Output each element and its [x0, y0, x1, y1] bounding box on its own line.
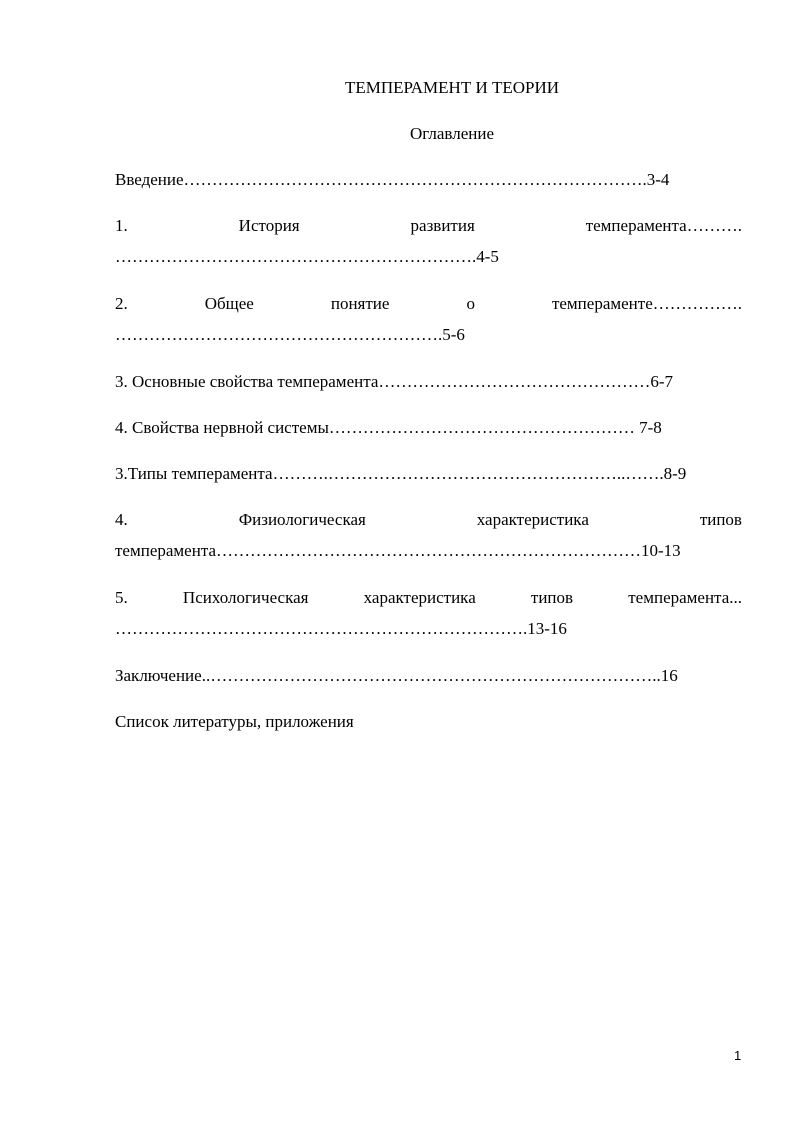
toc-entry-psychological: [115, 582, 742, 644]
toc-entry-continuation: ………………………………………………….5-6: [115, 325, 465, 344]
toc-word: темперамента……….: [585, 216, 742, 235]
toc-word: 4.: [115, 510, 128, 529]
toc-entry-history: [115, 210, 742, 272]
toc-entry-text: Заключение..……………………………………………………………………..16: [115, 666, 678, 685]
toc-word: темпераменте…………….: [551, 294, 742, 313]
toc-entry-text: 4. Свойства нервной системы……………………………………………… 7-8: [115, 418, 662, 437]
page-number: 1: [734, 1048, 742, 1063]
toc-word: Общее: [204, 294, 254, 313]
toc-word: типов: [530, 588, 574, 607]
toc-word: Физиологическая: [238, 510, 366, 529]
toc-word: 5.: [115, 588, 128, 607]
toc-word: Психологическая: [182, 588, 309, 607]
toc-entry-types: [115, 458, 742, 489]
toc-entry-continuation: ……………………………………………………………….13-16: [115, 619, 567, 638]
toc-entry-text: Введение……………………………………………………………………….3-4: [115, 170, 670, 189]
toc-entry-line: [115, 210, 742, 241]
toc-word: 1.: [115, 216, 128, 235]
toc-entry-continuation: ……………………………………………………….4-5: [115, 247, 499, 266]
toc-entry-text: Список литературы, приложения: [115, 712, 354, 731]
toc-word: характеристика: [363, 588, 476, 607]
toc-entry-line: [115, 288, 742, 319]
toc-word: развития: [410, 216, 475, 235]
toc-entry-conclusion: [115, 660, 742, 691]
toc-entry-physiological: [115, 504, 742, 566]
toc-word: темперамента...: [628, 588, 742, 607]
toc-entry-continuation: темперамента…………………………………………………………………10-13: [115, 541, 681, 560]
toc-entry-line: [115, 504, 742, 535]
toc-word: понятие: [330, 294, 390, 313]
toc-entry-general-concept: [115, 288, 742, 350]
toc-entry-main-properties: [115, 366, 742, 397]
toc-entry-nervous-system: [115, 412, 742, 443]
toc-word: 2.: [115, 294, 128, 313]
toc-heading: Оглавление: [410, 124, 494, 143]
toc-word: о: [466, 294, 475, 313]
toc-word: История: [238, 216, 300, 235]
toc-entry-text: 3. Основные свойства темперамента…………………………………………6-7: [115, 372, 674, 391]
toc-word: типов: [699, 510, 742, 529]
toc-entry-intro: [115, 164, 742, 195]
toc-entry-text: 3.Типы темперамента……….……………………………………………..…….8-9: [115, 464, 687, 483]
document-title: ТЕМПЕРАМЕНТ И ТЕОРИИ: [344, 78, 560, 97]
toc-entry-line: [115, 582, 742, 613]
toc-word: характеристика: [476, 510, 589, 529]
toc-entry-references: [115, 706, 742, 737]
